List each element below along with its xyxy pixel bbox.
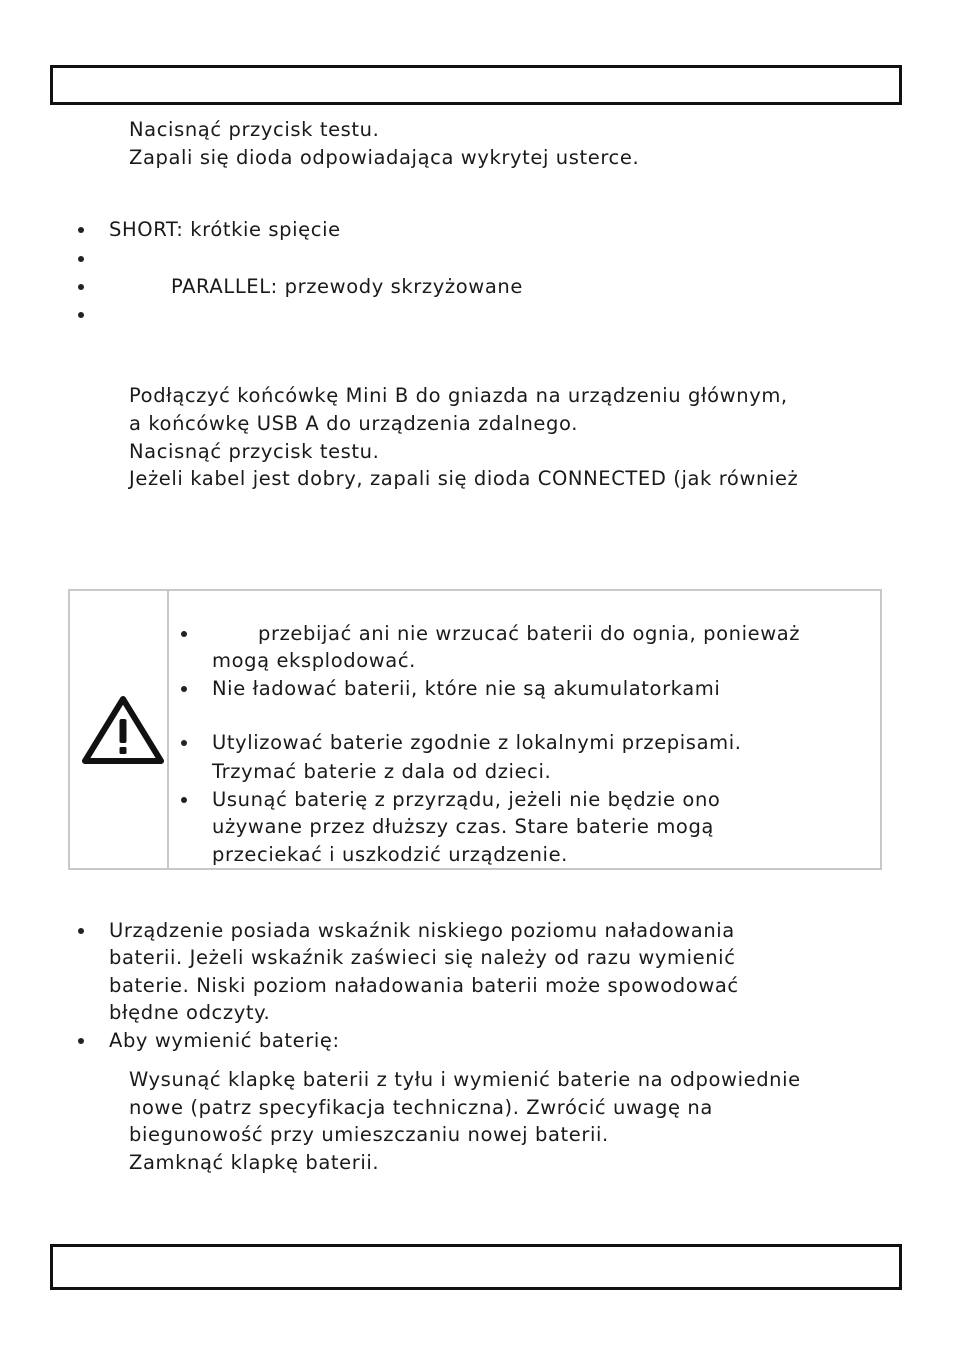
warning-triangle-icon [81, 695, 165, 765]
bullet [181, 631, 187, 637]
bullet [181, 686, 187, 692]
warning-item-2: Nie ładować baterii, które nie są akumulatorkami [212, 677, 721, 700]
top-step-1: Nacisnąć przycisk testu. [129, 118, 380, 141]
battery-step-1: Wysunąć klapkę baterii z tyłu i wymienić baterie na odpowiednie [129, 1068, 801, 1091]
bullet [78, 284, 84, 290]
bullet [78, 1038, 84, 1044]
battery-item-1-line-2: baterii. Jeżeli wskaźnik zaświeci się należy od razu wymienić [109, 946, 736, 969]
usb-step-2: a końcówkę USB A do urządzenia zdalnego. [129, 412, 578, 435]
bullet [78, 256, 84, 262]
fault-item-short: SHORT: krótkie spięcie [109, 218, 341, 241]
battery-item-1-line-1: Urządzenie posiada wskaźnik niskiego poziomu naładowania [109, 919, 735, 942]
warning-item-4-line-2: używane przez dłuższy czas. Stare baterie mogą [212, 815, 714, 838]
battery-step-3: biegunowość przy umieszczaniu nowej baterii. [129, 1123, 609, 1146]
bullet [78, 928, 84, 934]
battery-item-1-line-4: błędne odczyty. [109, 1001, 271, 1024]
fault-item-parallel: PARALLEL: przewody skrzyżowane [171, 275, 523, 298]
top-step-2: Zapali się dioda odpowiadająca wykrytej usterce. [129, 146, 640, 169]
battery-step-4: Zamknąć klapkę baterii. [129, 1151, 380, 1174]
bullet [181, 740, 187, 746]
usb-step-1: Podłączyć końcówkę Mini B do gniazda na urządzeniu głównym, [129, 384, 788, 407]
usb-step-3: Nacisnąć przycisk testu. [129, 440, 380, 463]
battery-item-2: Aby wymienić baterię: [109, 1029, 340, 1052]
warning-item-3-line-2: Trzymać baterie z dala od dzieci. [212, 760, 552, 783]
warning-item-3-line-1: Utylizować baterie zgodnie z lokalnymi przepisami. [212, 731, 742, 754]
warning-item-4-line-3: przeciekać i uszkodzić urządzenie. [212, 843, 568, 866]
usb-step-4: Jeżeli kabel jest dobry, zapali się dioda CONNECTED (jak również [129, 467, 799, 490]
warning-divider [167, 589, 169, 870]
footer-box [50, 1244, 902, 1290]
warning-item-1-line-2: mogą eksplodować. [212, 649, 416, 672]
bullet [78, 227, 84, 233]
bullet [78, 312, 84, 318]
header-box [50, 65, 902, 105]
warning-item-4-line-1: Usunąć baterię z przyrządu, jeżeli nie będzie ono [212, 788, 721, 811]
battery-item-1-line-3: baterie. Niski poziom naładowania baterii może spowodować [109, 974, 739, 997]
battery-step-2: nowe (patrz specyfikacja techniczna). Zwrócić uwagę na [129, 1096, 713, 1119]
warning-item-1-line-1: przebijać ani nie wrzucać baterii do ognia, ponieważ [258, 622, 801, 645]
bullet [181, 797, 187, 803]
